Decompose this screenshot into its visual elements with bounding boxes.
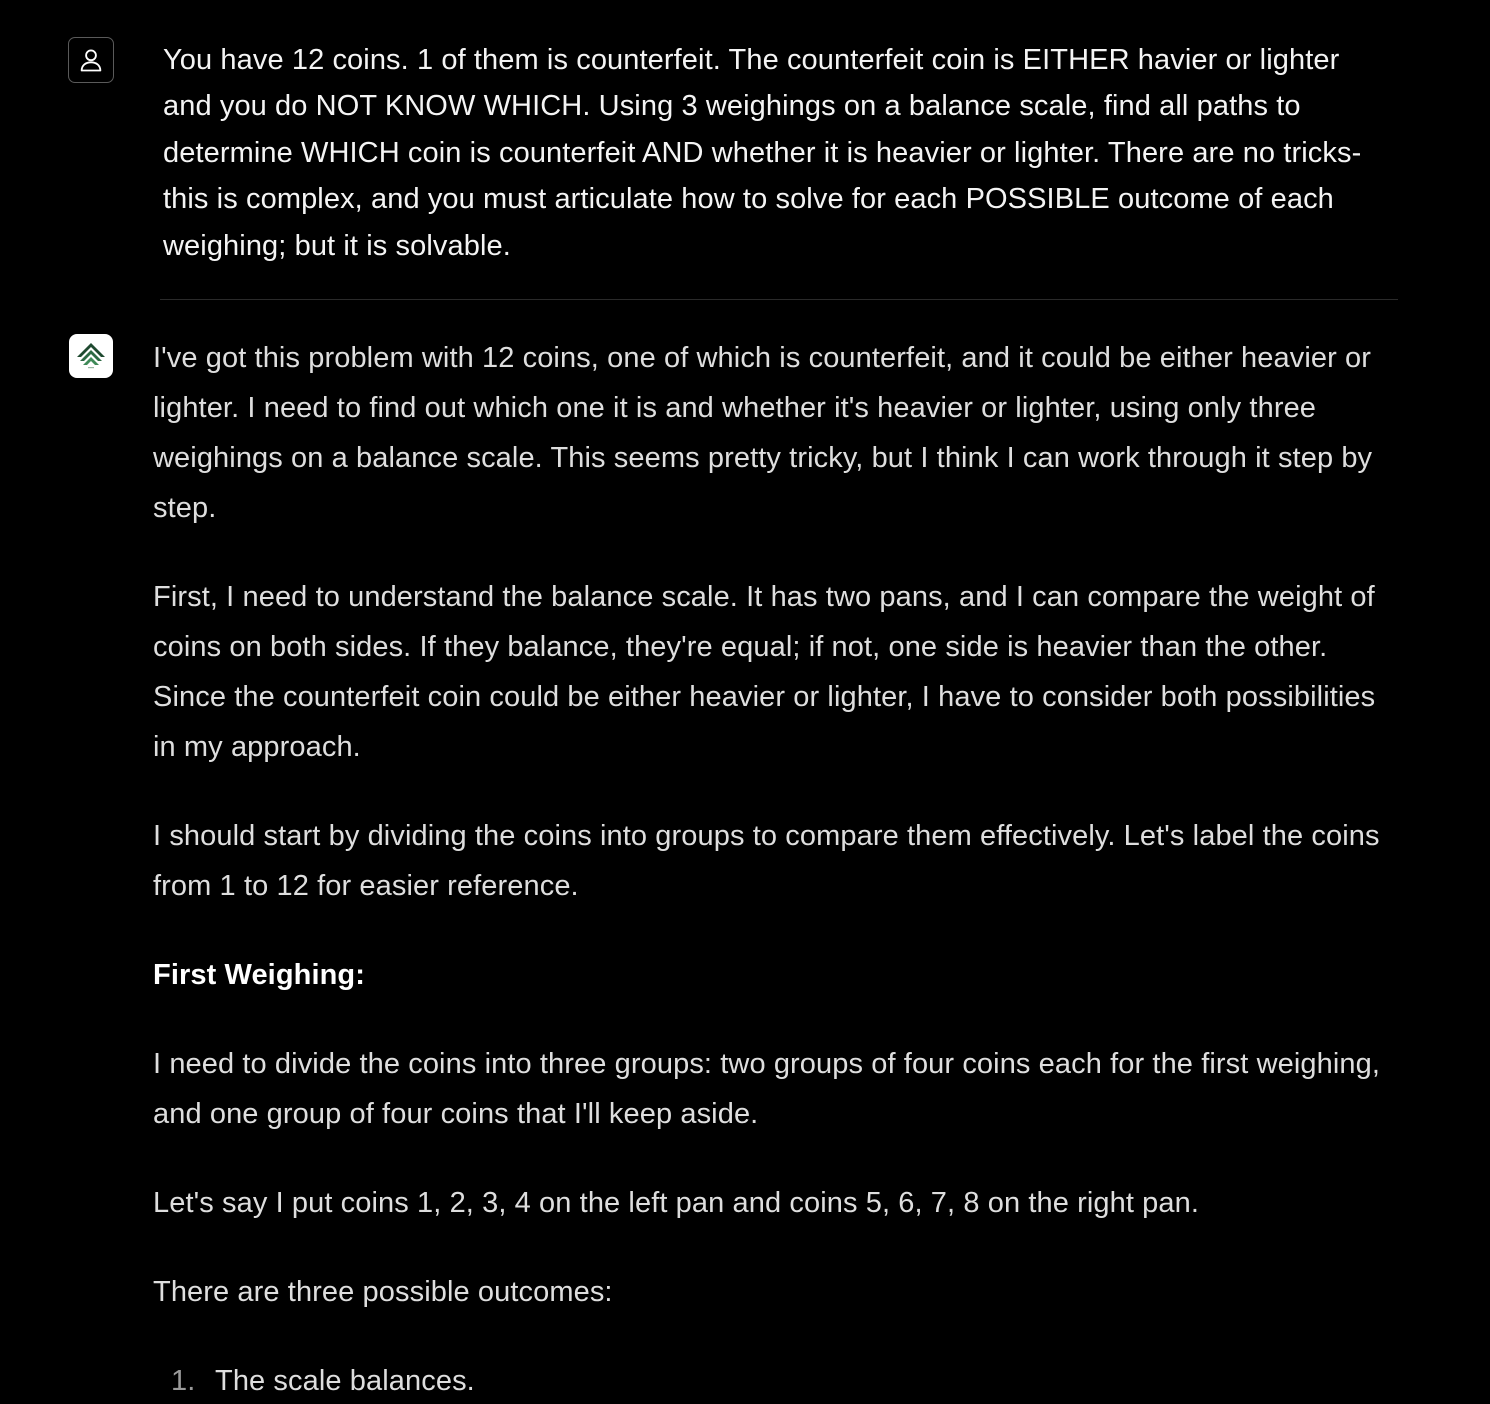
list-item [153, 1356, 1393, 1404]
assistant-paragraph: Let's say I put coins 1, 2, 3, 4 on the left pan and coins 5, 6, 7, 8 on the right pan. [153, 1187, 1200, 1219]
assistant-message [153, 333, 1393, 1404]
user-icon [77, 46, 105, 74]
user-message-text: You have 12 coins. 1 of them is counterfeit. The counterfeit coin is EITHER havier or lighter and you do NOT KNOW WHICH. Using 3 weighings on a balance scale, find all paths to determine WHICH coin is counterfeit AND whether it is heavier or lighter. There are no tricks- this is complex, and you must articulate how to solve for each POSSIBLE outcome of each weighing; but it is solvable. [163, 44, 1362, 262]
section-heading: First Weighing: [153, 959, 366, 991]
assistant-paragraph: There are three possible outcomes: [153, 1276, 613, 1308]
list-item-text: The scale balances. [215, 1365, 475, 1397]
outcomes-list [153, 1356, 1393, 1404]
assistant-paragraph: I should start by dividing the coins into groups to compare them effectively. Let's label the coins from 1 to 12 for easier reference. [153, 820, 1380, 902]
assistant-paragraph: I've got this problem with 12 coins, one of which is counterfeit, and it could be either heavier or lighter. I need to find out which one it is and whether it's heavier or lighter, using only three weighings on a balance scale. This seems pretty tricky, but I think I can work through it step by step. [153, 342, 1373, 524]
list-item-number: 1. [171, 1365, 196, 1397]
message-divider [160, 299, 1398, 300]
assistant-logo-icon [75, 340, 107, 372]
assistant-avatar [69, 334, 113, 378]
user-avatar [68, 37, 114, 83]
assistant-paragraph: I need to divide the coins into three groups: two groups of four coins each for the first weighing, and one group of four coins that I'll keep aside. [153, 1048, 1380, 1130]
assistant-paragraph: First, I need to understand the balance scale. It has two pans, and I can compare the weight of coins on both sides. If they balance, they're equal; if not, one side is heavier than the other. Since the counterfeit coin could be either heavier or lighter, I have to consider both possibilities in my approach. [153, 581, 1376, 763]
